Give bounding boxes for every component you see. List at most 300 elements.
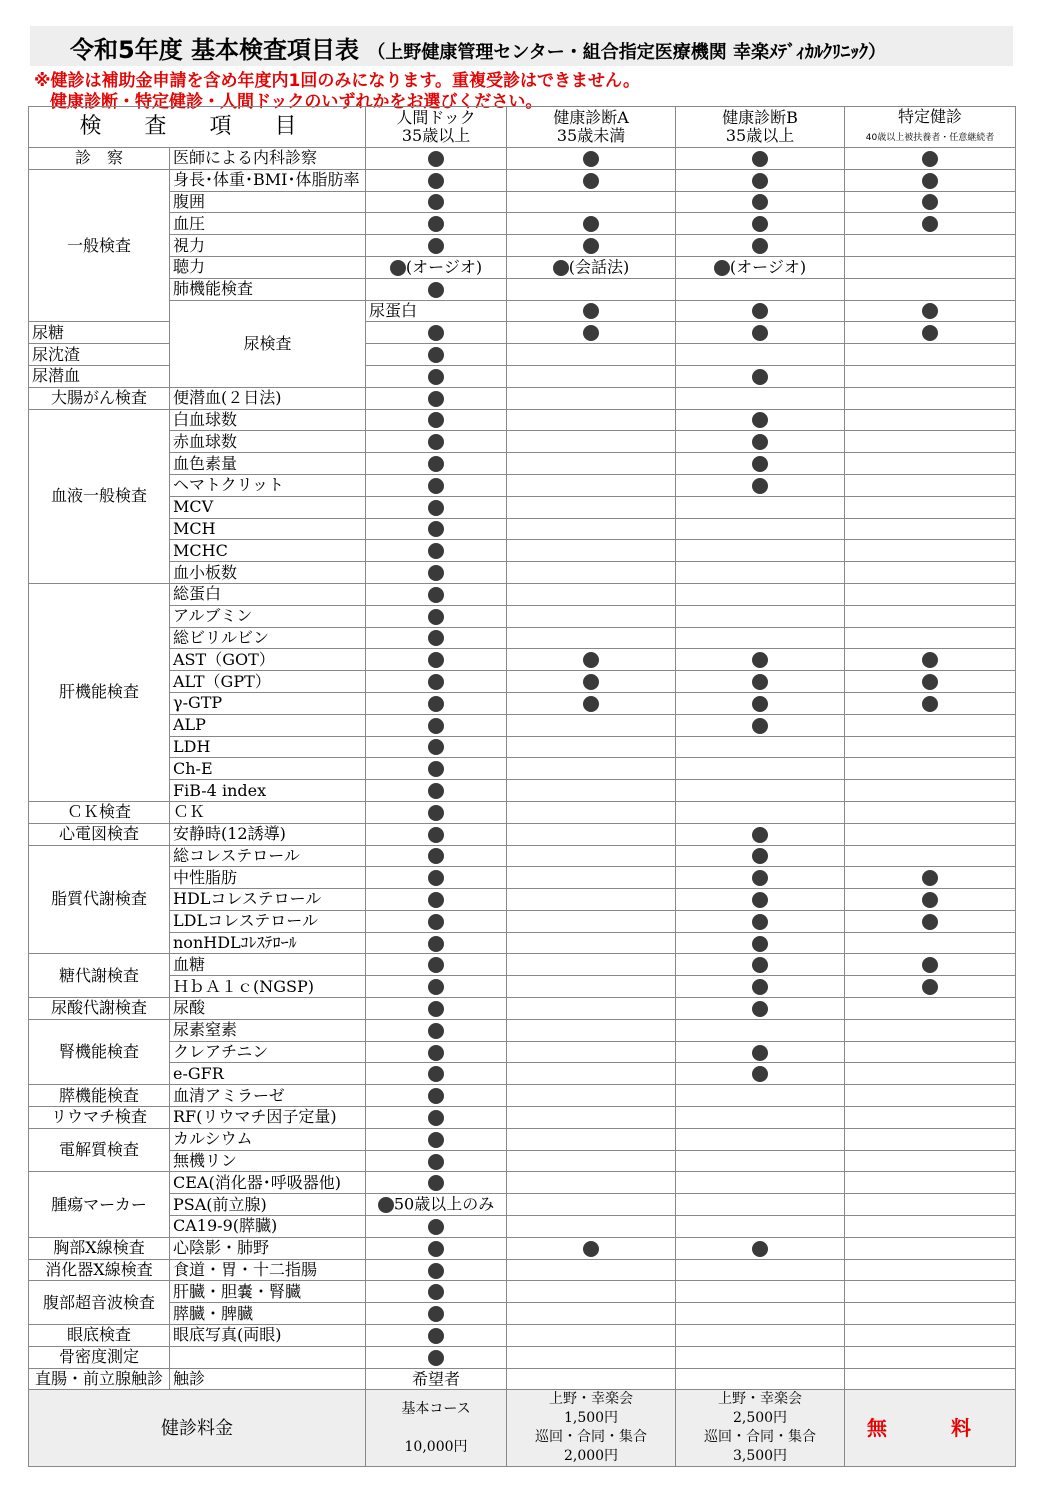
item-cell: 心陰影・肺野 <box>170 1237 366 1259</box>
included-dot-icon <box>752 957 768 973</box>
table-row <box>29 932 1016 954</box>
mark-cell <box>676 627 845 649</box>
mark-note: (オージオ) <box>729 257 807 277</box>
item-cell: Ch-E <box>170 758 366 780</box>
included-dot-icon <box>583 216 599 232</box>
included-dot-icon <box>428 848 444 864</box>
mark-cell <box>507 365 676 387</box>
item-cell: CA19-9(膵臓) <box>170 1216 366 1238</box>
included-dot-icon <box>428 1350 444 1366</box>
mark-note: (会話法) <box>568 257 630 277</box>
item-cell: 尿酸 <box>170 998 366 1020</box>
included-dot-icon <box>922 870 938 886</box>
included-dot-icon <box>752 369 768 385</box>
included-dot-icon <box>428 936 444 952</box>
mark-cell <box>676 518 845 540</box>
table-row <box>29 976 1016 998</box>
mark-cell <box>845 583 1016 605</box>
mark-cell <box>366 431 507 453</box>
mark-cell <box>366 1019 507 1041</box>
fee-tokutei-kenshin: 無 料 <box>845 1390 1016 1467</box>
item-cell: 総ビリルビン <box>170 627 366 649</box>
mark-cell <box>507 169 676 191</box>
mark-cell <box>507 1259 676 1281</box>
mark-cell <box>366 714 507 736</box>
table-row <box>29 387 1016 409</box>
mark-cell <box>676 1107 845 1129</box>
item-cell: e-GFR <box>170 1063 366 1085</box>
table-row <box>29 627 1016 649</box>
mark-cell <box>845 845 1016 867</box>
item-cell: LDH <box>170 736 366 758</box>
item-cell: 血色素量 <box>170 453 366 475</box>
included-dot-icon <box>428 325 444 341</box>
category-cell: 腎機能検査 <box>29 1019 170 1084</box>
category-cell: 電解質検査 <box>29 1128 170 1172</box>
included-dot-icon <box>583 151 599 167</box>
included-dot-icon <box>428 1154 444 1170</box>
mark-cell <box>366 736 507 758</box>
included-dot-icon <box>428 565 444 581</box>
mark-cell <box>366 954 507 976</box>
item-cell: ＨｂＡ１ｃ(NGSP) <box>170 976 366 998</box>
mark-cell <box>366 453 507 475</box>
included-dot-icon <box>428 805 444 821</box>
item-cell: 血清アミラーゼ <box>170 1085 366 1107</box>
included-dot-icon <box>428 1066 444 1082</box>
mark-cell <box>845 780 1016 802</box>
mark-cell <box>845 889 1016 911</box>
item-cell: ALT（GPT） <box>170 671 366 693</box>
mark-cell <box>676 496 845 518</box>
mark-cell <box>676 1172 845 1194</box>
table-row <box>29 1128 1016 1150</box>
category-cell: 腹部超音波検査 <box>29 1281 170 1325</box>
included-dot-icon <box>752 303 768 319</box>
included-dot-icon <box>752 696 768 712</box>
table-row <box>29 278 1016 300</box>
included-dot-icon <box>752 892 768 908</box>
mark-cell <box>845 910 1016 932</box>
mark-cell <box>366 758 507 780</box>
table-row <box>29 235 1016 257</box>
mark-cell <box>507 780 676 802</box>
included-dot-icon <box>922 979 938 995</box>
table-row <box>29 1085 1016 1107</box>
mark-cell <box>845 387 1016 409</box>
mark-cell <box>366 1368 507 1390</box>
mark-cell <box>845 1259 1016 1281</box>
category-cell: 血液一般検査 <box>29 409 170 583</box>
mark-cell <box>676 191 845 213</box>
included-dot-icon <box>428 1241 444 1257</box>
table-row <box>29 1281 1016 1303</box>
mark-cell <box>845 278 1016 300</box>
included-dot-icon <box>378 1197 394 1213</box>
category-cell: 直腸・前立腺触診 <box>29 1368 170 1390</box>
included-dot-icon <box>922 151 938 167</box>
mark-cell <box>676 540 845 562</box>
included-dot-icon <box>752 478 768 494</box>
included-dot-icon <box>428 216 444 232</box>
category-cell: 眼底検査 <box>29 1325 170 1347</box>
category-cell: 糖代謝検査 <box>29 954 170 998</box>
item-cell: 血圧 <box>170 213 366 235</box>
mark-cell <box>676 1325 845 1347</box>
included-dot-icon <box>428 1219 444 1235</box>
mark-cell <box>845 518 1016 540</box>
mark-cell <box>845 322 1016 344</box>
table-row <box>29 1259 1016 1281</box>
mark-cell <box>845 1041 1016 1063</box>
item-cell: PSA(前立腺) <box>170 1194 366 1216</box>
item-cell: アルブミン <box>170 605 366 627</box>
category-cell: リウマチ検査 <box>29 1107 170 1129</box>
included-dot-icon <box>752 173 768 189</box>
mark-cell <box>676 1150 845 1172</box>
mark-cell <box>366 1237 507 1259</box>
mark-cell <box>845 932 1016 954</box>
mark-cell <box>507 1085 676 1107</box>
included-dot-icon <box>428 412 444 428</box>
item-cell: 血糖 <box>170 954 366 976</box>
mark-cell <box>366 562 507 584</box>
mark-cell <box>676 562 845 584</box>
included-dot-icon <box>752 827 768 843</box>
mark-cell <box>676 365 845 387</box>
mark-cell <box>366 998 507 1020</box>
mark-cell <box>845 474 1016 496</box>
mark-cell <box>507 1237 676 1259</box>
header-item: 検 査 項 目 <box>29 107 366 148</box>
included-dot-icon <box>922 674 938 690</box>
header-tokutei-kenshin: 特定健診 40歳以上被扶養者・任意継続者 <box>845 107 1016 148</box>
table-row <box>29 453 1016 475</box>
included-dot-icon <box>428 1110 444 1126</box>
mark-cell <box>366 605 507 627</box>
mark-cell <box>845 801 1016 823</box>
mark-cell <box>507 540 676 562</box>
mark-cell <box>366 496 507 518</box>
mark-cell <box>366 845 507 867</box>
included-dot-icon <box>428 1284 444 1300</box>
included-dot-icon <box>752 194 768 210</box>
table-row <box>29 845 1016 867</box>
table-row <box>29 605 1016 627</box>
included-dot-icon <box>428 478 444 494</box>
mark-cell <box>676 431 845 453</box>
item-cell: 触診 <box>170 1368 366 1390</box>
mark-cell <box>366 256 507 278</box>
item-cell: 膵臓・脾臓 <box>170 1303 366 1325</box>
table-row <box>29 889 1016 911</box>
mark-cell <box>366 1194 507 1216</box>
mark-cell <box>366 344 507 366</box>
table-row <box>29 1172 1016 1194</box>
table-row <box>29 1346 1016 1368</box>
mark-cell <box>507 845 676 867</box>
mark-cell <box>507 409 676 431</box>
mark-cell <box>845 1107 1016 1129</box>
mark-cell <box>366 387 507 409</box>
included-dot-icon <box>922 194 938 210</box>
mark-cell <box>366 649 507 671</box>
mark-cell <box>366 1150 507 1172</box>
table-row <box>29 474 1016 496</box>
mark-cell <box>366 169 507 191</box>
category-cell: 膵機能検査 <box>29 1085 170 1107</box>
included-dot-icon <box>752 1066 768 1082</box>
mark-cell <box>845 867 1016 889</box>
mark-cell <box>676 169 845 191</box>
included-dot-icon <box>922 892 938 908</box>
table-row <box>29 518 1016 540</box>
included-dot-icon <box>428 1045 444 1061</box>
mark-cell <box>845 976 1016 998</box>
mark-cell <box>507 1172 676 1194</box>
included-dot-icon <box>583 1241 599 1257</box>
included-dot-icon <box>428 870 444 886</box>
mark-cell <box>845 714 1016 736</box>
included-dot-icon <box>583 173 599 189</box>
included-dot-icon <box>428 282 444 298</box>
mark-cell <box>507 300 676 322</box>
table-row <box>29 692 1016 714</box>
table-row <box>29 256 1016 278</box>
mark-cell <box>366 474 507 496</box>
mark-cell <box>845 1019 1016 1041</box>
mark-cell <box>845 344 1016 366</box>
mark-cell <box>507 714 676 736</box>
category-cell: 脂質代謝検査 <box>29 845 170 954</box>
mark-cell <box>507 932 676 954</box>
mark-cell <box>845 235 1016 257</box>
included-dot-icon <box>428 827 444 843</box>
mark-cell <box>366 867 507 889</box>
mark-cell <box>507 671 676 693</box>
included-dot-icon <box>922 914 938 930</box>
item-cell: MCHC <box>170 540 366 562</box>
mark-cell <box>845 736 1016 758</box>
table-row <box>29 671 1016 693</box>
mark-cell <box>676 780 845 802</box>
item-cell: ヘマトクリット <box>170 474 366 496</box>
mark-cell <box>507 453 676 475</box>
mark-cell <box>676 758 845 780</box>
item-cell: 無機リン <box>170 1150 366 1172</box>
mark-cell <box>507 213 676 235</box>
category-cell: 一般検査 <box>29 169 170 322</box>
mark-cell <box>366 671 507 693</box>
mark-cell <box>366 540 507 562</box>
title-subtitle: （上野健康管理センター・組合指定医療機関 幸楽ﾒﾃﾞｨｶﾙｸﾘﾆｯｸ） <box>367 42 886 63</box>
category-cell: 消化器X線検査 <box>29 1259 170 1281</box>
mark-cell <box>676 714 845 736</box>
included-dot-icon <box>428 761 444 777</box>
mark-cell <box>845 1063 1016 1085</box>
item-cell: 総蛋白 <box>170 583 366 605</box>
category-cell: ＣＫ検査 <box>29 801 170 823</box>
mark-cell <box>845 1194 1016 1216</box>
table-row <box>29 867 1016 889</box>
category-cell: 大腸がん検査 <box>29 387 170 409</box>
mark-cell <box>676 1281 845 1303</box>
item-cell: 血小板数 <box>170 562 366 584</box>
included-dot-icon <box>428 739 444 755</box>
mark-cell <box>845 365 1016 387</box>
mark-cell <box>676 1259 845 1281</box>
item-cell: 安静時(12誘導) <box>170 823 366 845</box>
mark-cell <box>845 496 1016 518</box>
title-main: 令和5年度 基本検査項目表 <box>70 36 360 64</box>
table-row <box>29 1063 1016 1085</box>
included-dot-icon <box>428 674 444 690</box>
mark-cell <box>676 409 845 431</box>
mark-cell <box>676 867 845 889</box>
included-dot-icon <box>752 718 768 734</box>
category-cell: 診 察 <box>29 148 170 170</box>
included-dot-icon <box>428 609 444 625</box>
mark-cell <box>507 1303 676 1325</box>
mark-cell <box>507 1194 676 1216</box>
mark-cell <box>366 1041 507 1063</box>
mark-cell <box>845 605 1016 627</box>
mark-cell <box>845 1281 1016 1303</box>
mark-cell <box>507 998 676 1020</box>
mark-cell <box>366 692 507 714</box>
table-row <box>29 191 1016 213</box>
mark-cell <box>507 562 676 584</box>
mark-cell <box>676 148 845 170</box>
included-dot-icon <box>428 630 444 646</box>
mark-cell <box>507 1041 676 1063</box>
table-row <box>29 1303 1016 1325</box>
mark-cell <box>366 780 507 802</box>
item-cell <box>170 1346 366 1368</box>
category-cell: 尿酸代謝検査 <box>29 998 170 1020</box>
item-cell: 肺機能検査 <box>170 278 366 300</box>
mark-cell <box>676 1237 845 1259</box>
mark-cell <box>676 278 845 300</box>
mark-cell <box>366 365 507 387</box>
mark-cell <box>845 453 1016 475</box>
mark-cell <box>507 496 676 518</box>
item-cell: nonHDLｺﾚｽﾃﾛｰﾙ <box>170 932 366 954</box>
mark-cell <box>845 1216 1016 1238</box>
mark-cell <box>366 1346 507 1368</box>
item-cell: 身長･体重･BMI･体脂肪率 <box>170 169 366 191</box>
mark-cell <box>366 1303 507 1325</box>
mark-cell <box>507 278 676 300</box>
table-row <box>29 148 1016 170</box>
included-dot-icon <box>583 238 599 254</box>
mark-cell <box>366 1325 507 1347</box>
item-cell: 肝臓・胆嚢・腎臓 <box>170 1281 366 1303</box>
mark-cell <box>845 256 1016 278</box>
mark-cell <box>366 1259 507 1281</box>
fee-ningen-dock: 基本コース 10,000円 <box>366 1390 507 1467</box>
included-dot-icon <box>428 1328 444 1344</box>
mark-cell <box>507 801 676 823</box>
fee-label: 健診料金 <box>29 1390 366 1467</box>
mark-cell <box>676 671 845 693</box>
table-row <box>29 169 1016 191</box>
mark-cell <box>676 344 845 366</box>
included-dot-icon <box>922 216 938 232</box>
item-cell: 尿蛋白 <box>366 300 507 322</box>
item-cell: HDLコレステロール <box>170 889 366 911</box>
item-cell: MCV <box>170 496 366 518</box>
mark-cell <box>366 1216 507 1238</box>
mark-cell <box>507 1107 676 1129</box>
item-cell: 腹囲 <box>170 191 366 213</box>
included-dot-icon <box>752 979 768 995</box>
included-dot-icon <box>752 1241 768 1257</box>
mark-cell <box>507 431 676 453</box>
mark-cell <box>507 910 676 932</box>
table-row <box>29 954 1016 976</box>
included-dot-icon <box>752 674 768 690</box>
mark-cell <box>366 1085 507 1107</box>
included-dot-icon <box>428 1175 444 1191</box>
mark-cell <box>845 649 1016 671</box>
mark-cell <box>676 998 845 1020</box>
mark-cell <box>366 932 507 954</box>
mark-cell <box>507 474 676 496</box>
table-row <box>29 1368 1016 1390</box>
item-cell: 尿素窒素 <box>170 1019 366 1041</box>
item-cell: RF(リウマチ因子定量) <box>170 1107 366 1129</box>
included-dot-icon <box>428 456 444 472</box>
mark-cell <box>507 605 676 627</box>
included-dot-icon <box>752 434 768 450</box>
mark-cell <box>507 322 676 344</box>
included-dot-icon <box>428 434 444 450</box>
mark-cell <box>366 801 507 823</box>
mark-cell <box>507 235 676 257</box>
included-dot-icon <box>752 848 768 864</box>
mark-cell <box>845 1085 1016 1107</box>
category-cell: 胸部X線検査 <box>29 1237 170 1259</box>
table-row <box>29 649 1016 671</box>
item-cell: 中性脂肪 <box>170 867 366 889</box>
category-cell: 尿検査 <box>170 300 366 387</box>
mark-cell <box>507 256 676 278</box>
item-cell: 尿糖 <box>29 322 170 344</box>
included-dot-icon <box>583 674 599 690</box>
mark-cell <box>507 1346 676 1368</box>
mark-cell <box>676 823 845 845</box>
table-row <box>29 910 1016 932</box>
mark-cell <box>507 736 676 758</box>
mark-cell <box>676 605 845 627</box>
table-row <box>29 300 1016 322</box>
included-dot-icon <box>428 892 444 908</box>
mark-cell <box>507 344 676 366</box>
mark-cell <box>676 322 845 344</box>
item-cell: MCH <box>170 518 366 540</box>
mark-cell <box>676 801 845 823</box>
mark-cell <box>507 976 676 998</box>
mark-cell <box>676 1085 845 1107</box>
mark-cell <box>366 322 507 344</box>
included-dot-icon <box>922 173 938 189</box>
included-dot-icon <box>428 587 444 603</box>
included-dot-icon <box>553 260 569 276</box>
item-cell: ＣＫ <box>170 801 366 823</box>
mark-cell <box>845 1150 1016 1172</box>
included-dot-icon <box>428 543 444 559</box>
